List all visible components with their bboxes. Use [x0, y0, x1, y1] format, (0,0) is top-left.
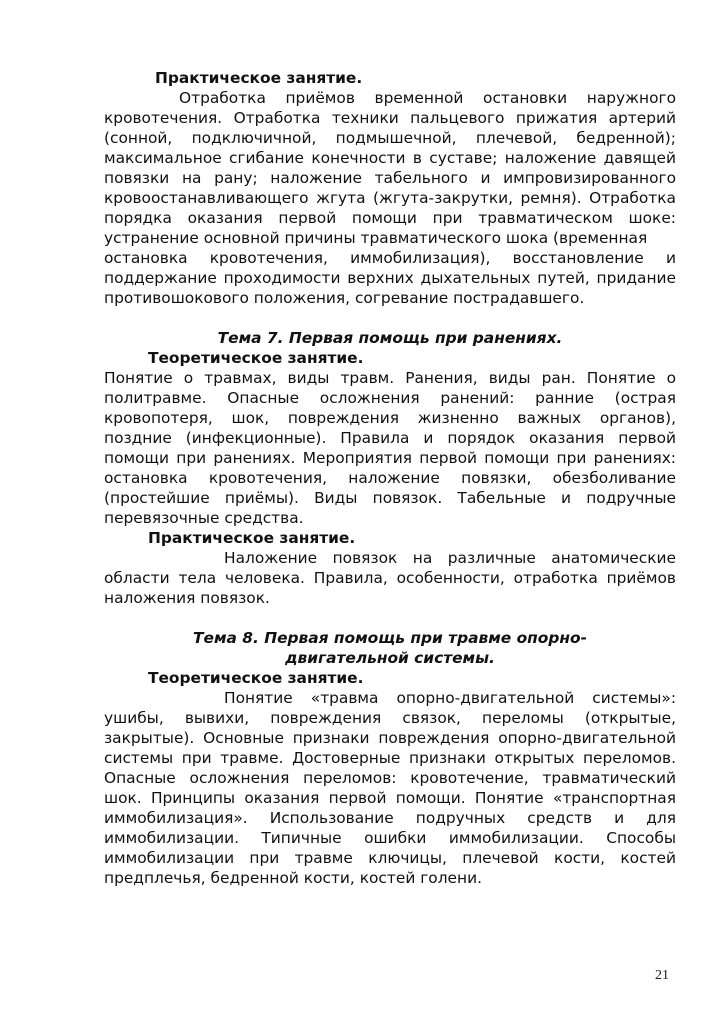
topic-8-title-line2: двигательной системы. — [285, 649, 495, 667]
topic-7-practice-text: Наложение повязок на различные анатомические области тела человека. Правила, особенности, отработка приёмов наложения повязок. — [104, 549, 676, 607]
topic-7-title: Тема 7. Первая помощь при ранениях. — [217, 329, 563, 347]
spacer — [104, 308, 676, 328]
topic-7-theory-heading: Теоретическое занятие. — [148, 349, 364, 367]
spacer — [104, 608, 676, 628]
topic-7-theory-text: Понятие о травмах, виды травм. Ранения, виды ран. Понятие о политравме. Опасные осложнения ранений: ранние (острая кровопотеря, шок, повреждения жизненно важных органов), поздние (инфекционные). Правила и порядок оказания первой помощи при ранениях. Мероприятия первой помощи при ранениях: остановка кровотечения, наложение повязки, обезболивание (простейшие приёмы). Виды повязок. Табельные и подручные перевязочные средства. — [104, 369, 676, 527]
page-number: 21 — [655, 968, 669, 983]
topic-8-theory-heading: Теоретическое занятие. — [148, 669, 364, 687]
topic-8-theory-text: Понятие «травма опорно-двигательной системы»: ушибы, вывихи, повреждения связок, переломы (открытые, закрытые). Основные признаки повреждения опорно-двигательной системы при травме. Достоверные признаки открытых переломов. Опасные осложнения переломов: кровотечение, травматический шок. Принципы оказания первой помощи. Понятие «транспортная иммобилизация». Использование подручных средств и для иммобилизации. Типичные ошибки иммобилизации. Способы иммобилизации при травме ключицы, плечевой кости, костей предплечья, бедренной кости, костей голени. — [104, 689, 676, 887]
topic-7-practice-heading: Практическое занятие. — [148, 529, 356, 547]
practice-heading: Практическое занятие. — [155, 69, 363, 87]
practice-text: Отработка приёмов временной остановки наружного кровотечения. Отработка техники пальцевого прижатия артерий (сонной, подключичной, подмышечной, плечевой, бедренной); максимальное сгибание конечности в суставе; наложение давящей повязки на рану; наложение табельного и импровизированного кровоостанавливающего жгута (жгута-закрутки, ремня). Отработка порядка оказания первой помощи при травматическом шоке: устранение основной причины травматического шока (временная — [104, 89, 676, 247]
practice-text-continued: остановка кровотечения, иммобилизация), восстановление и поддержание проходимости верхних дыхательных путей, придание противошокового положения, согревание пострадавшего. — [104, 249, 676, 307]
document-page — [104, 68, 676, 888]
topic-8-title-line1: Тема 8. Первая помощь при травме опорно- — [193, 629, 587, 647]
